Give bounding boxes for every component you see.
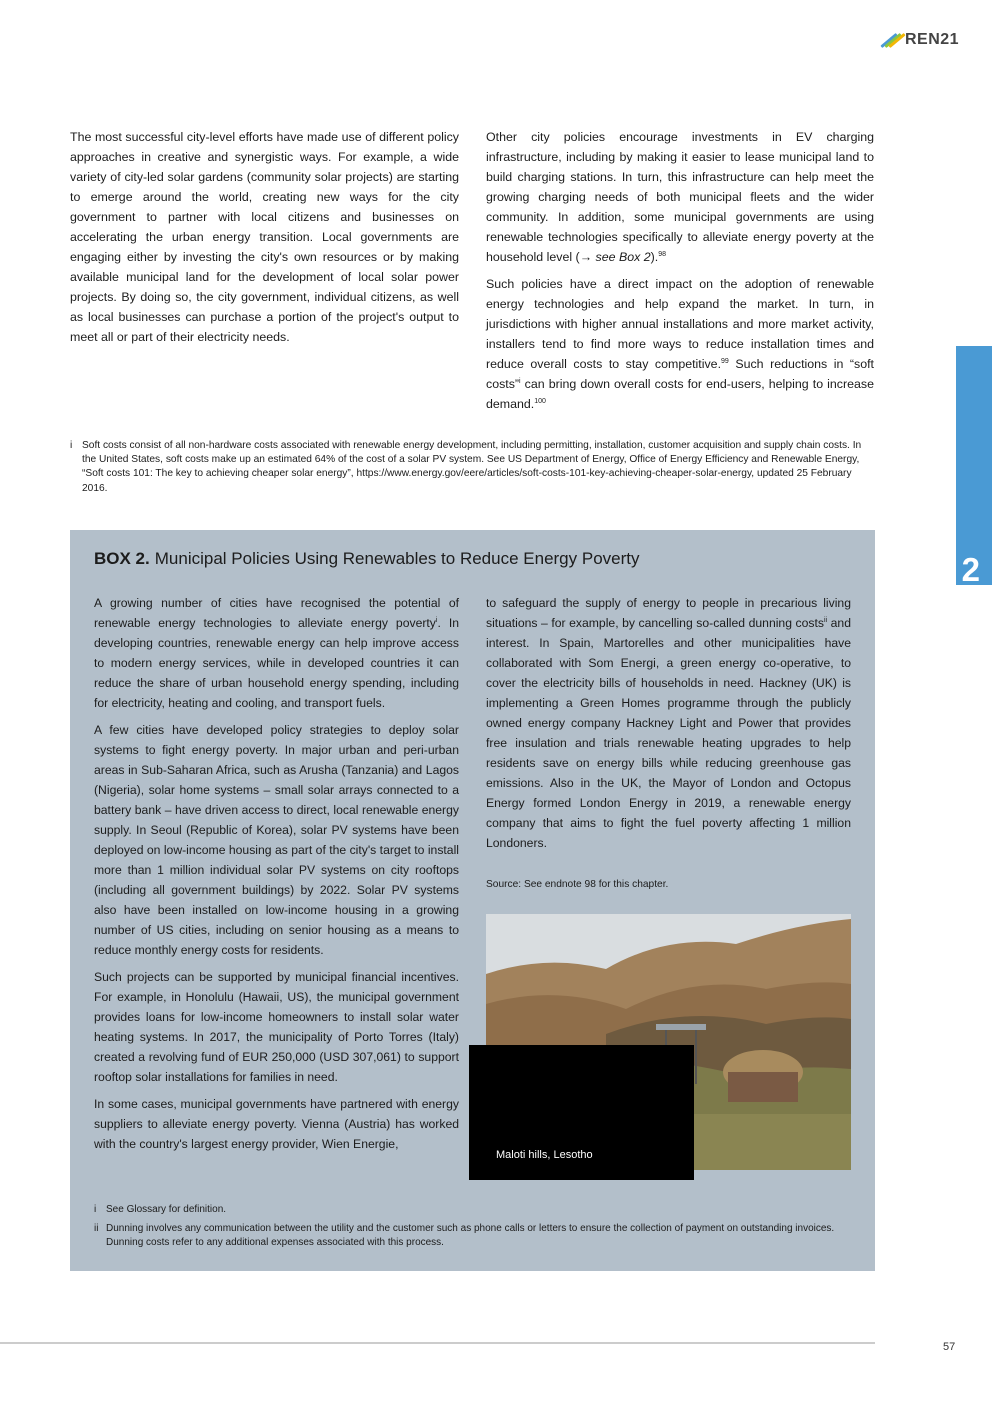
box-footnotes	[94, 1203, 854, 1255]
footnote-mark: ii	[94, 1223, 99, 1234]
box-label: BOX 2.	[94, 549, 150, 568]
footnote-item	[94, 1222, 854, 1250]
footnote-ref[interactable]: i	[435, 616, 438, 624]
photo-caption: Maloti hills, Lesotho	[496, 1149, 593, 1161]
box-heading: Municipal Policies Using Renewables to Reduce Energy Poverty	[154, 549, 640, 568]
paragraph: Such projects can be supported by municipal financial incentives. For example, in Honolulu (Hawaii, US), the municipal government provides loans for low-income homeowners to install solar water heating systems. In 2017, the municipality of Porto Torres (Italy) created a revolving fund of EUR 250,000 (USD 307,061) to support rooftop solar installations for families in need.	[94, 970, 459, 1084]
ren21-logo	[879, 31, 959, 49]
ren21-logo-icon	[879, 31, 901, 49]
endnote-ref[interactable]: 99	[721, 357, 729, 365]
page-number: 57	[943, 1341, 956, 1353]
footnote-item	[94, 1203, 854, 1217]
box-column-right	[486, 593, 851, 860]
endnote-ref[interactable]: 98	[658, 250, 667, 258]
footnote-text: Soft costs consist of all non-hardware costs associated with renewable energy development, including permitting, installation, customer acquisition and supply chain costs. In the United States, soft costs make up an estimated 64% of the cost of a solar PV system. See US Department of Energy, Office of Energy Efficiency and Renewable Energy, “Soft costs 101: The key to achieving cheaper solar energy”, https://www.energy.gov/eere/articles/soft-costs-101-key-achieving-cheaper-solar-energy, updated 25 February 2016.	[82, 440, 862, 494]
chapter-number: 2	[961, 551, 980, 588]
arrow-icon: →	[579, 250, 593, 264]
box-2-panel	[70, 530, 875, 1271]
paragraph: to safeguard the supply of energy to people in precarious living situations – for example, by cancelling so-called dunning costs$^{ii}$ and interest. In Spain, Martorelles and other municipalities have collaborated with Som Energi, a green energy co-operative, to cover the electricity bills of households in need. Hackney (UK) is implementing a Green Homes programme through the publicly owned energy company Hackney Light and Power that provides free insulation and trials renewable heating upgrades to help residents save on energy bills while reducing greenhouse gas emissions. Also in the UK, the Mayor of London and Octopus Energy formed London Energy in 2019, a renewable energy company that aims to fight the fuel poverty affecting 1 million Londoners.	[486, 596, 851, 850]
footnote-ref[interactable]: i	[519, 377, 521, 385]
body-column-left	[70, 127, 459, 354]
box-column-left	[94, 593, 459, 1161]
paragraph: Such policies have a direct impact on the adoption of renewable energy technologies and help expand the market. In turn, in jurisdictions with higher annual installations and more market activity, installers tend to find more ways to reduce installation times and reduce overall costs to stay competitive.$^{99}$ Such reductions in “soft costs”$^i$ can bring down overall costs for end-users, helping to increase demand.$^{100}$	[486, 277, 874, 411]
footnote-mark: i	[94, 1204, 97, 1215]
paragraph: A few cities have developed policy strategies to deploy solar systems to fight energy poverty. In major urban and peri-urban areas in Sub-Saharan Africa, such as Arusha (Tanzania) and Lagos (Nigeria), solar home systems – small solar arrays connected to a battery bank – have driven access to direct, local renewable energy supply. In Seoul (Republic of Korea), solar PV systems have been deployed on low-income housing as part of the city's target to install more than 1 million individual solar PV systems on city rooftops (including all government buildings) by 2022. Solar PV systems also have been installed on low-income housing in a growing number of US cities, including on senior housing as a means to reduce monthly energy costs for residents.	[94, 723, 459, 957]
footnote-soft-costs	[70, 439, 876, 496]
paragraph: In some cases, municipal governments have partnered with energy suppliers to alleviate energy poverty. Vienna (Austria) has worked with the country's largest energy provider, Wien Energie,	[94, 1097, 459, 1151]
footnote-ref[interactable]: ii	[823, 616, 828, 624]
paragraph: Other city policies encourage investments in EV charging infrastructure, including by making it easier to lease municipal land to build charging stations. In turn, this infrastructure can help meet the growing charging needs of both municipal fleets and the wider community. In addition, some municipal governments are using renewable technologies specifically to alleviate energy poverty at the household level (→ see Box 2).$^{98}$	[486, 130, 874, 264]
box-title	[94, 549, 640, 569]
chapter-tab[interactable]	[956, 346, 992, 588]
footnote-text: See Glossary for definition.	[106, 1204, 227, 1215]
paragraph: The most successful city-level efforts have made use of different policy approaches in creative and synergistic ways. For example, a wide variety of city-led solar gardens (community solar projects) are starting to emerge around the world, creating new ways for the city government to partner with local citizens and businesses on accelerating the urban energy transition. Local governments are engaging either by investing the city's own resources or by making available municipal land for the development of local solar power projects. By doing so, the city government, individual citizens, as well as local businesses can purchase a portion of the project's output to meet all or part of their electricity needs.	[70, 130, 459, 344]
box-reference-link[interactable]: see Box 2	[592, 250, 651, 264]
footer-divider	[0, 1342, 875, 1344]
photo-caption-box	[469, 1045, 694, 1180]
endnote-ref[interactable]: 100	[534, 397, 546, 405]
footnote-mark: i	[70, 440, 73, 451]
footnote-text: Dunning involves any communication between the utility and the customer such as phone calls or letters to ensure the collection of payment on outstanding invoices. Dunning costs refer to any additional expenses associated with this process.	[106, 1223, 835, 1248]
box-source: Source: See endnote 98 for this chapter.	[486, 879, 669, 890]
body-column-right	[486, 127, 874, 421]
paragraph: A growing number of cities have recognised the potential of renewable energy technologies to alleviate energy poverty$^i$. In developing countries, renewable energy can help improve access to modern energy services, while in developed countries it can reduce the share of urban household energy spending, including for electricity, heating and cooling, and transport fuels.	[94, 596, 459, 710]
logo-text: REN21	[905, 31, 960, 48]
